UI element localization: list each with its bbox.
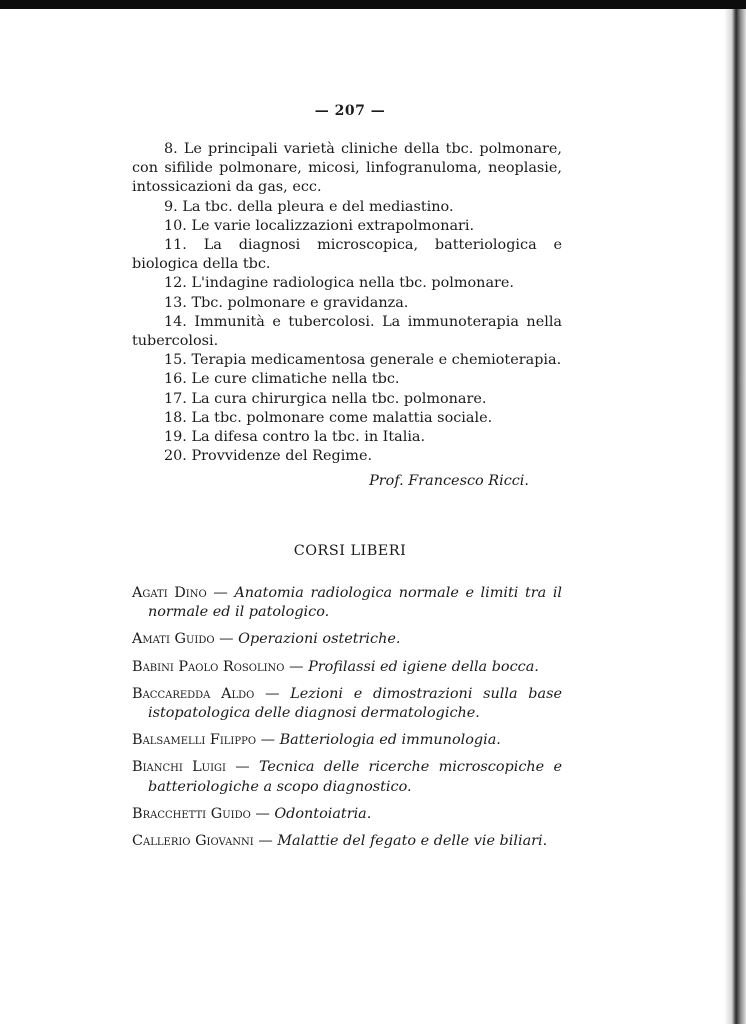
lecturer-name: Baccaredda Aldo xyxy=(132,685,255,702)
course-title: Malattie del fegato e delle vie biliari. xyxy=(277,833,548,850)
topic-item xyxy=(132,236,562,274)
lecturer-name: Agati Dino xyxy=(132,585,207,601)
topic-text: La tbc. della pleura e del mediastino. xyxy=(182,198,454,215)
course-entry xyxy=(132,832,562,851)
lecturer-name: Bianchi Luigi xyxy=(132,759,226,776)
topic-item xyxy=(132,428,562,447)
topic-text: Immunità e tubercolosi. La immunoterapia nella tubercolosi. xyxy=(132,313,563,350)
topic-text: La tbc. polmonare come malattia sociale. xyxy=(191,409,493,426)
topic-number: 12. xyxy=(164,275,187,292)
dash-separator: — xyxy=(219,631,234,648)
topic-item xyxy=(132,140,562,198)
topic-number: 19. xyxy=(164,429,187,446)
course-title: Lezioni e dimostrazioni sulla base istopatologica delle diagnosi dermatologiche. xyxy=(148,685,562,722)
topic-number: 18. xyxy=(164,409,187,426)
course-entry xyxy=(132,758,562,796)
dash-separator: — xyxy=(255,805,270,822)
topic-item xyxy=(132,294,562,313)
lecturer-name: Callerio Giovanni xyxy=(132,833,254,850)
course-entry xyxy=(132,731,562,750)
topic-item xyxy=(132,351,562,370)
topic-number: 11. xyxy=(164,237,187,254)
course-entry xyxy=(132,630,562,649)
dash-separator: — xyxy=(265,685,280,702)
section-title: CORSI LIBERI xyxy=(293,543,407,559)
topic-text: Le principali varietà cliniche della tbc. polmonare, con sifilide polmonare, micosi, linfogranuloma, neoplasie, intossicazioni da gas, ecc. xyxy=(132,141,563,196)
lecturer-name: Bracchetti Guido xyxy=(132,805,251,822)
signature: Prof. Francesco Ricci. xyxy=(369,473,529,490)
course-title: Profilassi ed igiene della bocca. xyxy=(308,658,539,675)
topic-text: L'indagine radiologica nella tbc. polmonare. xyxy=(191,275,515,292)
topic-item xyxy=(132,447,562,466)
topic-item xyxy=(132,409,562,428)
topic-text: Terapia medicamentosa generale e chemioterapia. xyxy=(191,352,562,369)
dash-separator: — xyxy=(260,732,276,749)
topic-number: 8. xyxy=(164,141,178,157)
topic-number: 20. xyxy=(164,448,187,465)
lecturer-name: Babini Paolo Rosolino xyxy=(132,658,285,675)
course-entry xyxy=(132,685,562,723)
topic-number: 10. xyxy=(164,217,187,234)
dash-separator: — xyxy=(213,585,228,601)
topic-number: 16. xyxy=(164,371,187,388)
dash-separator: — xyxy=(258,833,273,850)
topic-text: Tbc. polmonare e gravidanza. xyxy=(191,294,409,311)
topic-text: Le varie localizzazioni extrapolmonari. xyxy=(191,217,475,234)
scan-page-edge xyxy=(724,9,746,1024)
course-title: Tecnica delle ricerche microscopiche e batteriologiche a scopo diagnostico. xyxy=(148,759,562,795)
course-entry xyxy=(132,584,562,622)
topic-list xyxy=(132,140,562,492)
topic-number: 9. xyxy=(164,198,178,215)
topic-text: Le cure climatiche nella tbc. xyxy=(191,371,400,388)
topic-text: Provvidenze del Regime. xyxy=(191,448,373,465)
topic-item xyxy=(132,390,562,409)
topic-item xyxy=(132,198,562,217)
course-entry xyxy=(132,805,562,824)
topic-item xyxy=(132,217,562,236)
topic-number: 15. xyxy=(164,352,187,369)
topic-text: La diagnosi microscopica, batteriologica e biologica della tbc. xyxy=(132,237,562,273)
course-title: Operazioni ostetriche. xyxy=(238,631,401,648)
topic-item xyxy=(132,274,562,293)
topic-item xyxy=(132,313,562,351)
page-number: — 207 — xyxy=(314,103,386,119)
topic-text: La cura chirurgica nella tbc. polmonare. xyxy=(191,390,487,407)
lecturer-name: Amati Guido xyxy=(132,631,215,648)
topic-item xyxy=(132,370,562,389)
topic-number: 13. xyxy=(164,294,187,311)
course-title: Odontoiatria. xyxy=(274,805,372,822)
topic-number: 14. xyxy=(164,313,187,330)
course-title: Anatomia radiologica normale e limiti tra il normale ed il patologico. xyxy=(148,585,563,621)
dash-separator: — xyxy=(289,658,304,675)
topic-text: La difesa contro la tbc. in Italia. xyxy=(191,429,426,446)
course-title: Batteriologia ed immunologia. xyxy=(279,732,501,749)
scan-top-border xyxy=(0,0,746,9)
dash-separator: — xyxy=(235,759,250,776)
course-entry xyxy=(132,658,562,677)
course-list xyxy=(132,584,562,859)
topic-number: 17. xyxy=(164,390,187,407)
lecturer-name: Balsamelli Filippo xyxy=(132,732,257,749)
